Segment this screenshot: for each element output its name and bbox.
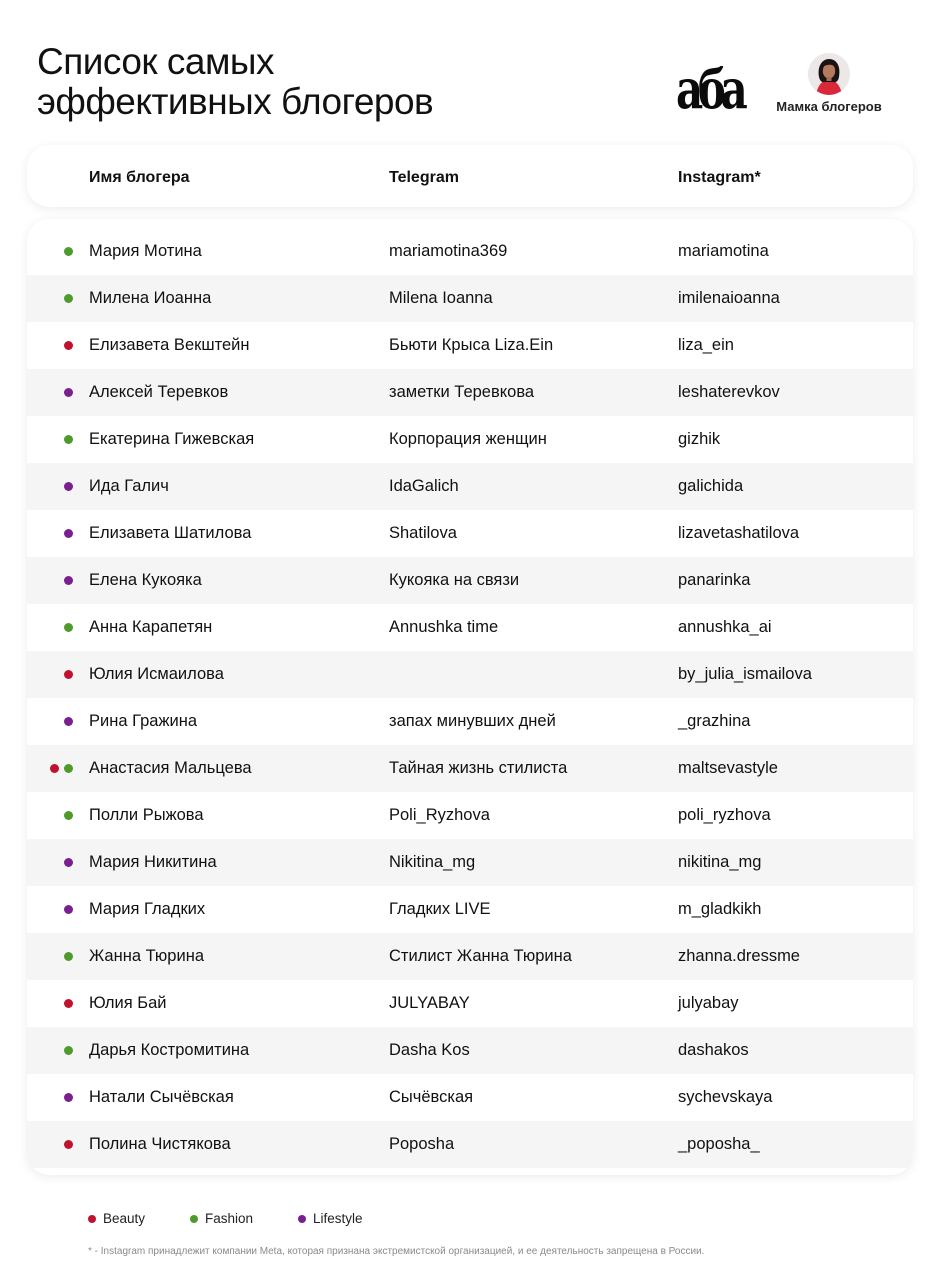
table-row [27, 839, 913, 886]
table-header [27, 145, 913, 207]
category-dot [50, 764, 59, 773]
category-dot [64, 999, 73, 1008]
blogger-name: Полли Рыжова [89, 806, 204, 824]
table-row [27, 698, 913, 745]
category-dot [64, 1046, 73, 1055]
legend-dot-beauty [88, 1215, 96, 1223]
blogger-name: Анастасия Мальцева [89, 759, 252, 777]
blogger-name: Мария Мотина [89, 242, 202, 260]
instagram-handle: sychevskaya [678, 1088, 773, 1106]
category-dot [64, 670, 73, 679]
blogger-name: Ида Галич [89, 477, 169, 495]
category-dot [64, 905, 73, 914]
column-header-name: Имя блогера [89, 169, 190, 186]
category-dot [64, 717, 73, 726]
telegram-channel: Poli_Ryzhova [389, 806, 490, 824]
telegram-channel: запах минувших дней [389, 712, 556, 730]
instagram-handle: liza_ein [678, 336, 734, 354]
category-dot [64, 623, 73, 632]
page-title [37, 42, 597, 122]
instagram-handle: m_gladkikh [678, 900, 762, 918]
category-dot [64, 482, 73, 491]
telegram-channel: IdaGalich [389, 477, 459, 495]
table-row [27, 604, 913, 651]
telegram-channel: Стилист Жанна Тюрина [389, 947, 572, 965]
blogger-name: Мария Гладких [89, 900, 206, 918]
telegram-channel: Dasha Kos [389, 1041, 470, 1059]
brand-logo: аба [676, 57, 743, 121]
table-row [27, 510, 913, 557]
column-header-telegram: Telegram [389, 169, 459, 186]
instagram-handle: poli_ryzhova [678, 806, 771, 824]
blogger-name: Дарья Костромитина [89, 1041, 250, 1059]
blogger-name: Елизавета Шатилова [89, 524, 252, 542]
column-header-instagram: Instagram* [678, 169, 761, 186]
table-row [27, 980, 913, 1027]
blogger-name: Рина Гражина [89, 712, 197, 730]
blogger-name: Жанна Тюрина [89, 947, 204, 965]
instagram-handle: leshaterevkov [678, 383, 780, 401]
blogger-name: Мария Никитина [89, 853, 217, 871]
category-dot [64, 1093, 73, 1102]
blogger-name: Алексей Теревков [89, 383, 229, 401]
telegram-channel: Кукояка на связи [389, 571, 520, 589]
category-dot [64, 811, 73, 820]
category-dot [64, 858, 73, 867]
telegram-channel: JULYABAY [389, 994, 470, 1012]
page-title-line-2: эффективных блогеров [37, 81, 434, 122]
category-dot [64, 341, 73, 350]
instagram-handle: imilenaioanna [678, 289, 780, 307]
telegram-channel: Бьюти Крыса Liza.Ein [389, 336, 554, 354]
telegram-channel: заметки Теревкова [389, 383, 535, 401]
instagram-handle: annushka_ai [678, 618, 772, 636]
instagram-handle: maltsevastyle [678, 759, 778, 777]
blogger-name: Полина Чистякова [89, 1135, 231, 1153]
category-dot [64, 435, 73, 444]
telegram-channel: Гладких LIVE [389, 900, 491, 918]
category-dot [64, 1140, 73, 1149]
table-row [27, 745, 913, 792]
legend-label-lifestyle: Lifestyle [313, 1211, 363, 1226]
table-row [27, 228, 913, 275]
blogger-name: Юлия Бай [89, 994, 167, 1012]
table-row [27, 933, 913, 980]
footnote: * - Instagram принадлежит компании Meta, которая признана экстремистской организацией, и ее деятельность запрещена в России. [88, 1246, 705, 1257]
table-row [27, 275, 913, 322]
category-dot [64, 764, 73, 773]
telegram-channel: Shatilova [389, 524, 457, 542]
instagram-handle: _poposha_ [678, 1135, 760, 1153]
blogger-name: Милена Иоанна [89, 289, 212, 307]
legend-label-fashion: Fashion [205, 1211, 254, 1226]
telegram-channel: mariamotina369 [389, 242, 508, 260]
table-row [27, 322, 913, 369]
table-row [27, 651, 913, 698]
legend-dot-fashion [190, 1215, 198, 1223]
telegram-channel: Nikitina_mg [389, 853, 476, 871]
legend-dot-lifestyle [298, 1215, 306, 1223]
author-avatar-image [808, 53, 850, 95]
instagram-handle: mariamotina [678, 242, 769, 260]
instagram-handle: julyabay [678, 994, 739, 1012]
telegram-channel: Сычёвская [389, 1088, 474, 1106]
telegram-channel: Тайная жизнь стилиста [389, 759, 568, 777]
category-dot [64, 529, 73, 538]
table-row [27, 369, 913, 416]
table-row [27, 1121, 913, 1168]
blogger-name: Елизавета Векштейн [89, 336, 250, 354]
table-row [27, 1027, 913, 1074]
instagram-handle: gizhik [678, 430, 721, 448]
category-dot [64, 388, 73, 397]
instagram-handle: by_julia_ismailova [678, 665, 812, 683]
table-row [27, 886, 913, 933]
blogger-name: Анна Карапетян [89, 618, 213, 636]
legend-label-beauty: Beauty [103, 1211, 146, 1226]
table-row [27, 557, 913, 604]
instagram-handle: dashakos [678, 1041, 749, 1059]
category-dot [64, 952, 73, 961]
instagram-handle: lizavetashatilova [678, 524, 800, 542]
table-row [27, 1074, 913, 1121]
instagram-handle: nikitina_mg [678, 853, 762, 871]
instagram-handle: _grazhina [678, 712, 751, 730]
blogger-name: Елена Кукояка [89, 571, 202, 589]
category-dot [64, 247, 73, 256]
table-row [27, 792, 913, 839]
bloggers-table [27, 219, 913, 1175]
instagram-handle: panarinka [678, 571, 751, 589]
category-dot [64, 576, 73, 585]
author-avatar [808, 53, 850, 95]
table-row [27, 416, 913, 463]
instagram-handle: galichida [678, 477, 744, 495]
instagram-handle: zhanna.dressme [678, 947, 800, 965]
telegram-channel: Annushka time [389, 618, 499, 636]
blogger-name: Екатерина Гижевская [89, 430, 255, 448]
page-title-line-1: Список самых [37, 41, 274, 82]
telegram-channel: Poposha [389, 1135, 455, 1153]
telegram-channel: Milena Ioanna [389, 289, 493, 307]
table-row [27, 463, 913, 510]
category-dot [64, 294, 73, 303]
blogger-name: Юлия Исмаилова [89, 665, 224, 683]
blogger-name: Натали Сычёвская [89, 1088, 234, 1106]
telegram-channel: Корпорация женщин [389, 430, 547, 448]
author-name: Мамка блогеров [776, 99, 882, 114]
